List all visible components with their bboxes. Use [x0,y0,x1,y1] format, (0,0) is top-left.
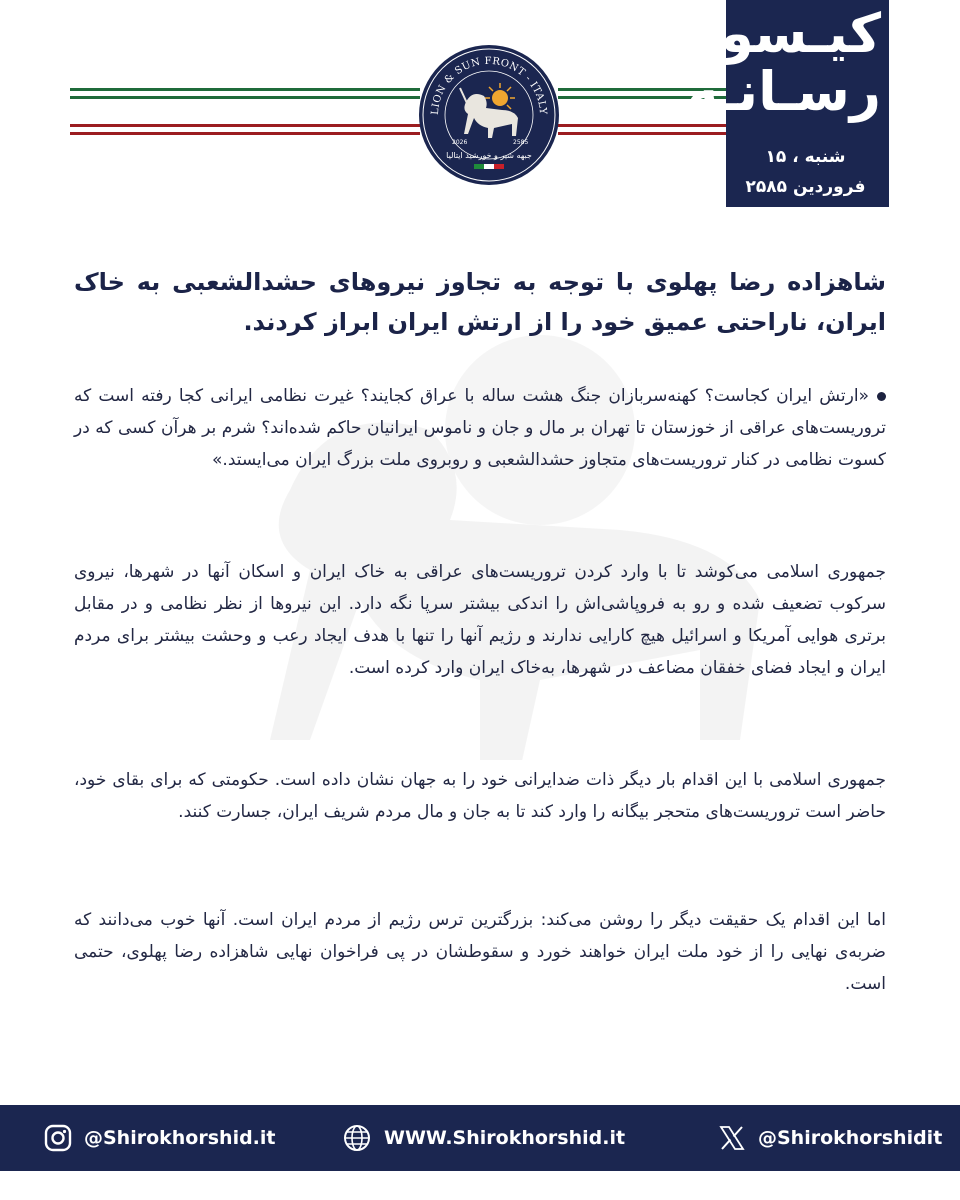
emblem-ring-text: LION & SUN FRONT - ITALY [429,55,549,116]
paragraph: اما این اقدام یک حقیقت دیگر را روشن می‌کند: بزرگترین ترس رژیم از مردم ایران است. آنها خوب می‌دانند که ضربه‌ی نهایی را از خود ملت ایران خواهند خورد و سقوطشان در پی فراخوان نهایی شاهزاده رضا پهلوی، حتمی است. [74,910,886,994]
bullet-icon [877,392,886,401]
instagram-icon [44,1124,72,1152]
footer-bar [0,1105,960,1171]
x-logo-icon [718,1124,746,1152]
green-stripe [70,96,420,99]
headline: شاهزاده رضا پهلوی با توجه به تجاوز نیروهای حشدالشعبی به خاک ایران، ناراحتی عمیق خود را از ارتش ایران ابراز کردند. [74,268,886,336]
instagram-handle: @Shirokhorshid.it [84,1127,276,1149]
instagram-link[interactable] [44,1105,276,1171]
italian-flag-icon [474,164,504,169]
emblem-year-right: 2585 [513,139,529,146]
paragraph: جمهوری اسلامی می‌کوشد تا با وارد کردن تروریست‌های عراقی به خاک ایران و اسکان آنها در شهرها، نیروی سرکوب تضعیف شده و رو به فروپاشی‌اش را اندکی بیشتر سرپا نگه دارد. این نیروها از نظر نظامی و در مقابل برتری هوایی آمریکا و اسرائیل هیچ کارایی ندارند و رژیم آنها را تنها با هدف ایجاد رعب و وحشت بیشتر برای مردم ایران و ایجاد فضای خفقان مضاعف در شهرها، به‌خاک ایران وارد کرده است. [74,562,886,678]
x-handle: @Shirokhorshidit [758,1127,943,1149]
red-stripe [558,132,728,135]
red-stripe [70,132,420,135]
lion-and-sun-emblem [418,44,560,186]
emblem-bottom-text: جبهه شیر و خورشید ایتالیا [446,151,532,160]
brand-box [673,0,889,207]
emblem-year-left: 2026 [452,139,468,146]
quote-paragraph [74,380,886,476]
globe-icon [342,1123,372,1153]
website-url: WWW.Shirokhorshid.it [384,1127,626,1149]
website-link[interactable] [342,1105,625,1171]
red-stripe [70,124,420,127]
green-stripe [70,88,420,91]
paragraph-text: «ارتش ایران کجاست؟ کهنه‌سربازان جنگ هشت ساله با عراق کجایند؟ غیرت نظامی ایرانی کجا رفته است که تروریست‌های عراقی از خوزستان تا تهران بر مال و جان و ناموس ایرانیان حاکم شده‌اند؟ شرم بر هرآن کسی که در کسوت نظامی در کنار تروریست‌های متجاوز حشدالشعبی و روبروی ملت بزرگ ایران می‌ایستد.» [74,386,886,470]
brand-title-line2: رسـانـه [686,60,881,123]
publish-date: شنبه ، ۱۵ فروردین ۲۵۸۵ [745,147,866,197]
x-link[interactable] [718,1105,942,1171]
red-stripe [558,124,728,127]
paragraph: جمهوری اسلامی با این اقدام بار دیگر ذات ضدایرانی خود را به جهان نشان داده است. حکومتی که برای بقای خود، حاضر است تروریست‌های متحجر بیگانه را وارد کند تا به جان و مال مردم شریف ایران، جسارت کنند. [74,770,886,822]
brand-title-line1: کیـسول [673,2,881,65]
